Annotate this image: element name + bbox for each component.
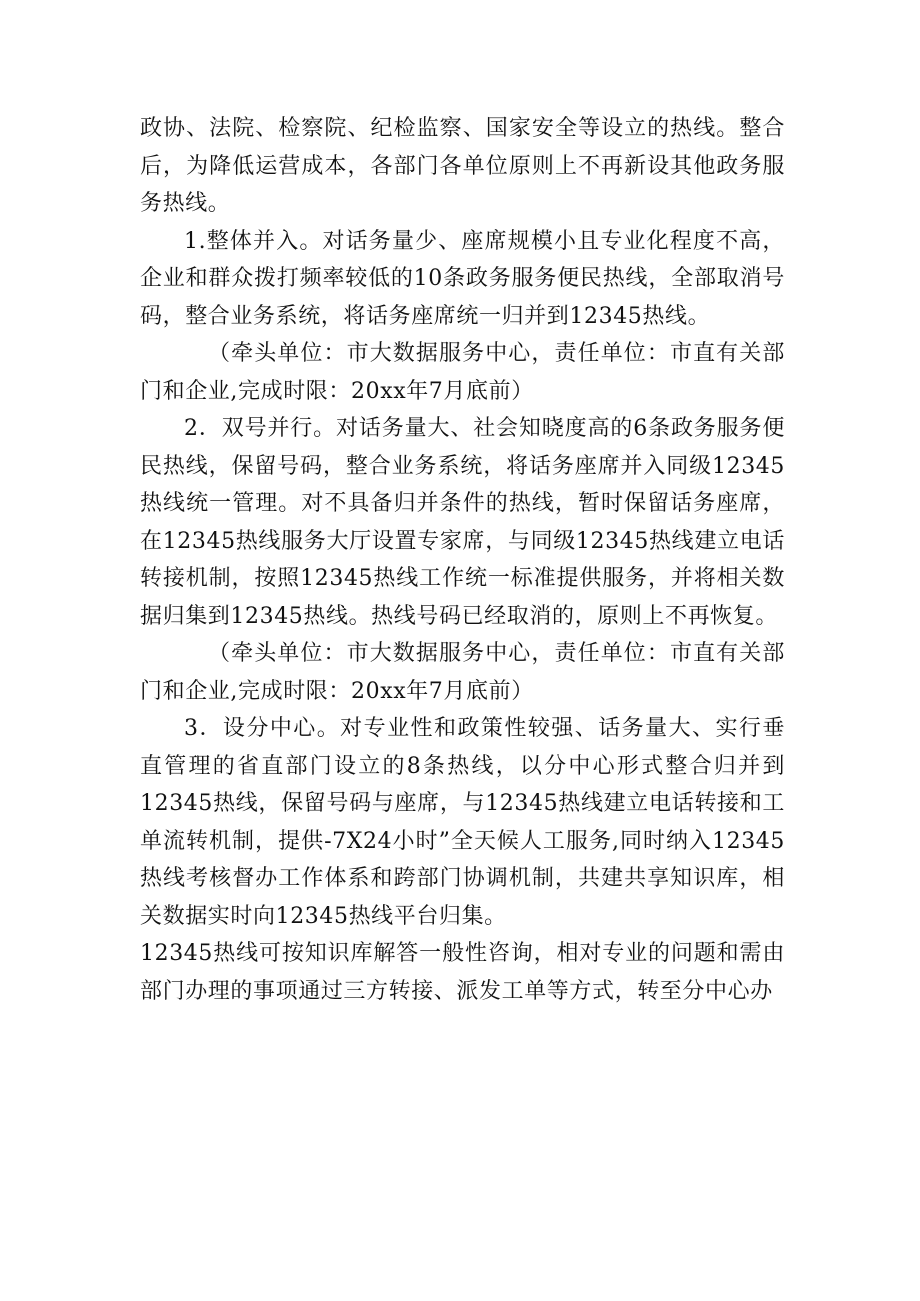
paragraph-item-2-responsibility: （牵头单位：市大数据服务中心，责任单位：市直有关部门和企业,完成时限：20xx年7月底前） xyxy=(140,641,785,704)
paragraph-item-1: 1.整体并入。对话务量少、座席规模小且专业化程度不高，企业和群众拨打频率较低的10条政务服务便民热线，全部取消号码，整合业务系统，将话务座席统一归并到12345热线。 xyxy=(140,228,785,329)
document-body xyxy=(140,110,785,1010)
paragraph-item-3: 3．设分中心。对专业性和政策性较强、话务量大、实行垂直管理的省直部门设立的8条热线，以分中心形式整合归并到12345热线，保留号码与座席，与12345热线建立电话转接和工单流转机制，提供-7X24小时”全天候人工服务,同时纳入12345热线考核督办工作体系和跨部门协调机制，共建共享知识库，相关数据实时向12345热线平台归集。 xyxy=(140,716,785,929)
paragraph-knowledge-base: 12345热线可按知识库解答一般性咨询，相对专业的问题和需由部门办理的事项通过三方转接、派发工单等方式，转至分中心办 xyxy=(140,941,785,1004)
paragraph-intro: 政协、法院、检察院、纪检监察、国家安全等设立的热线。整合后，为降低运营成本，各部门各单位原则上不再新设其他政务服务热线。 xyxy=(140,116,785,216)
paragraph-item-1-responsibility: （牵头单位：市大数据服务中心，责任单位：市直有关部门和企业,完成时限：20xx年7月底前） xyxy=(140,341,785,404)
paragraph-item-2: 2．双号并行。对话务量大、社会知晓度高的6条政务服务便民热线，保留号码，整合业务系统，将话务座席并入同级12345热线统一管理。对不具备归并条件的热线，暂时保留话务座席，在12345热线服务大厅设置专家席，与同级12345热线建立电话转接机制，按照12345热线工作统一标准提供服务，并将相关数据归集到12345热线。热线号码已经取消的，原则上不再恢复。 xyxy=(140,416,785,629)
